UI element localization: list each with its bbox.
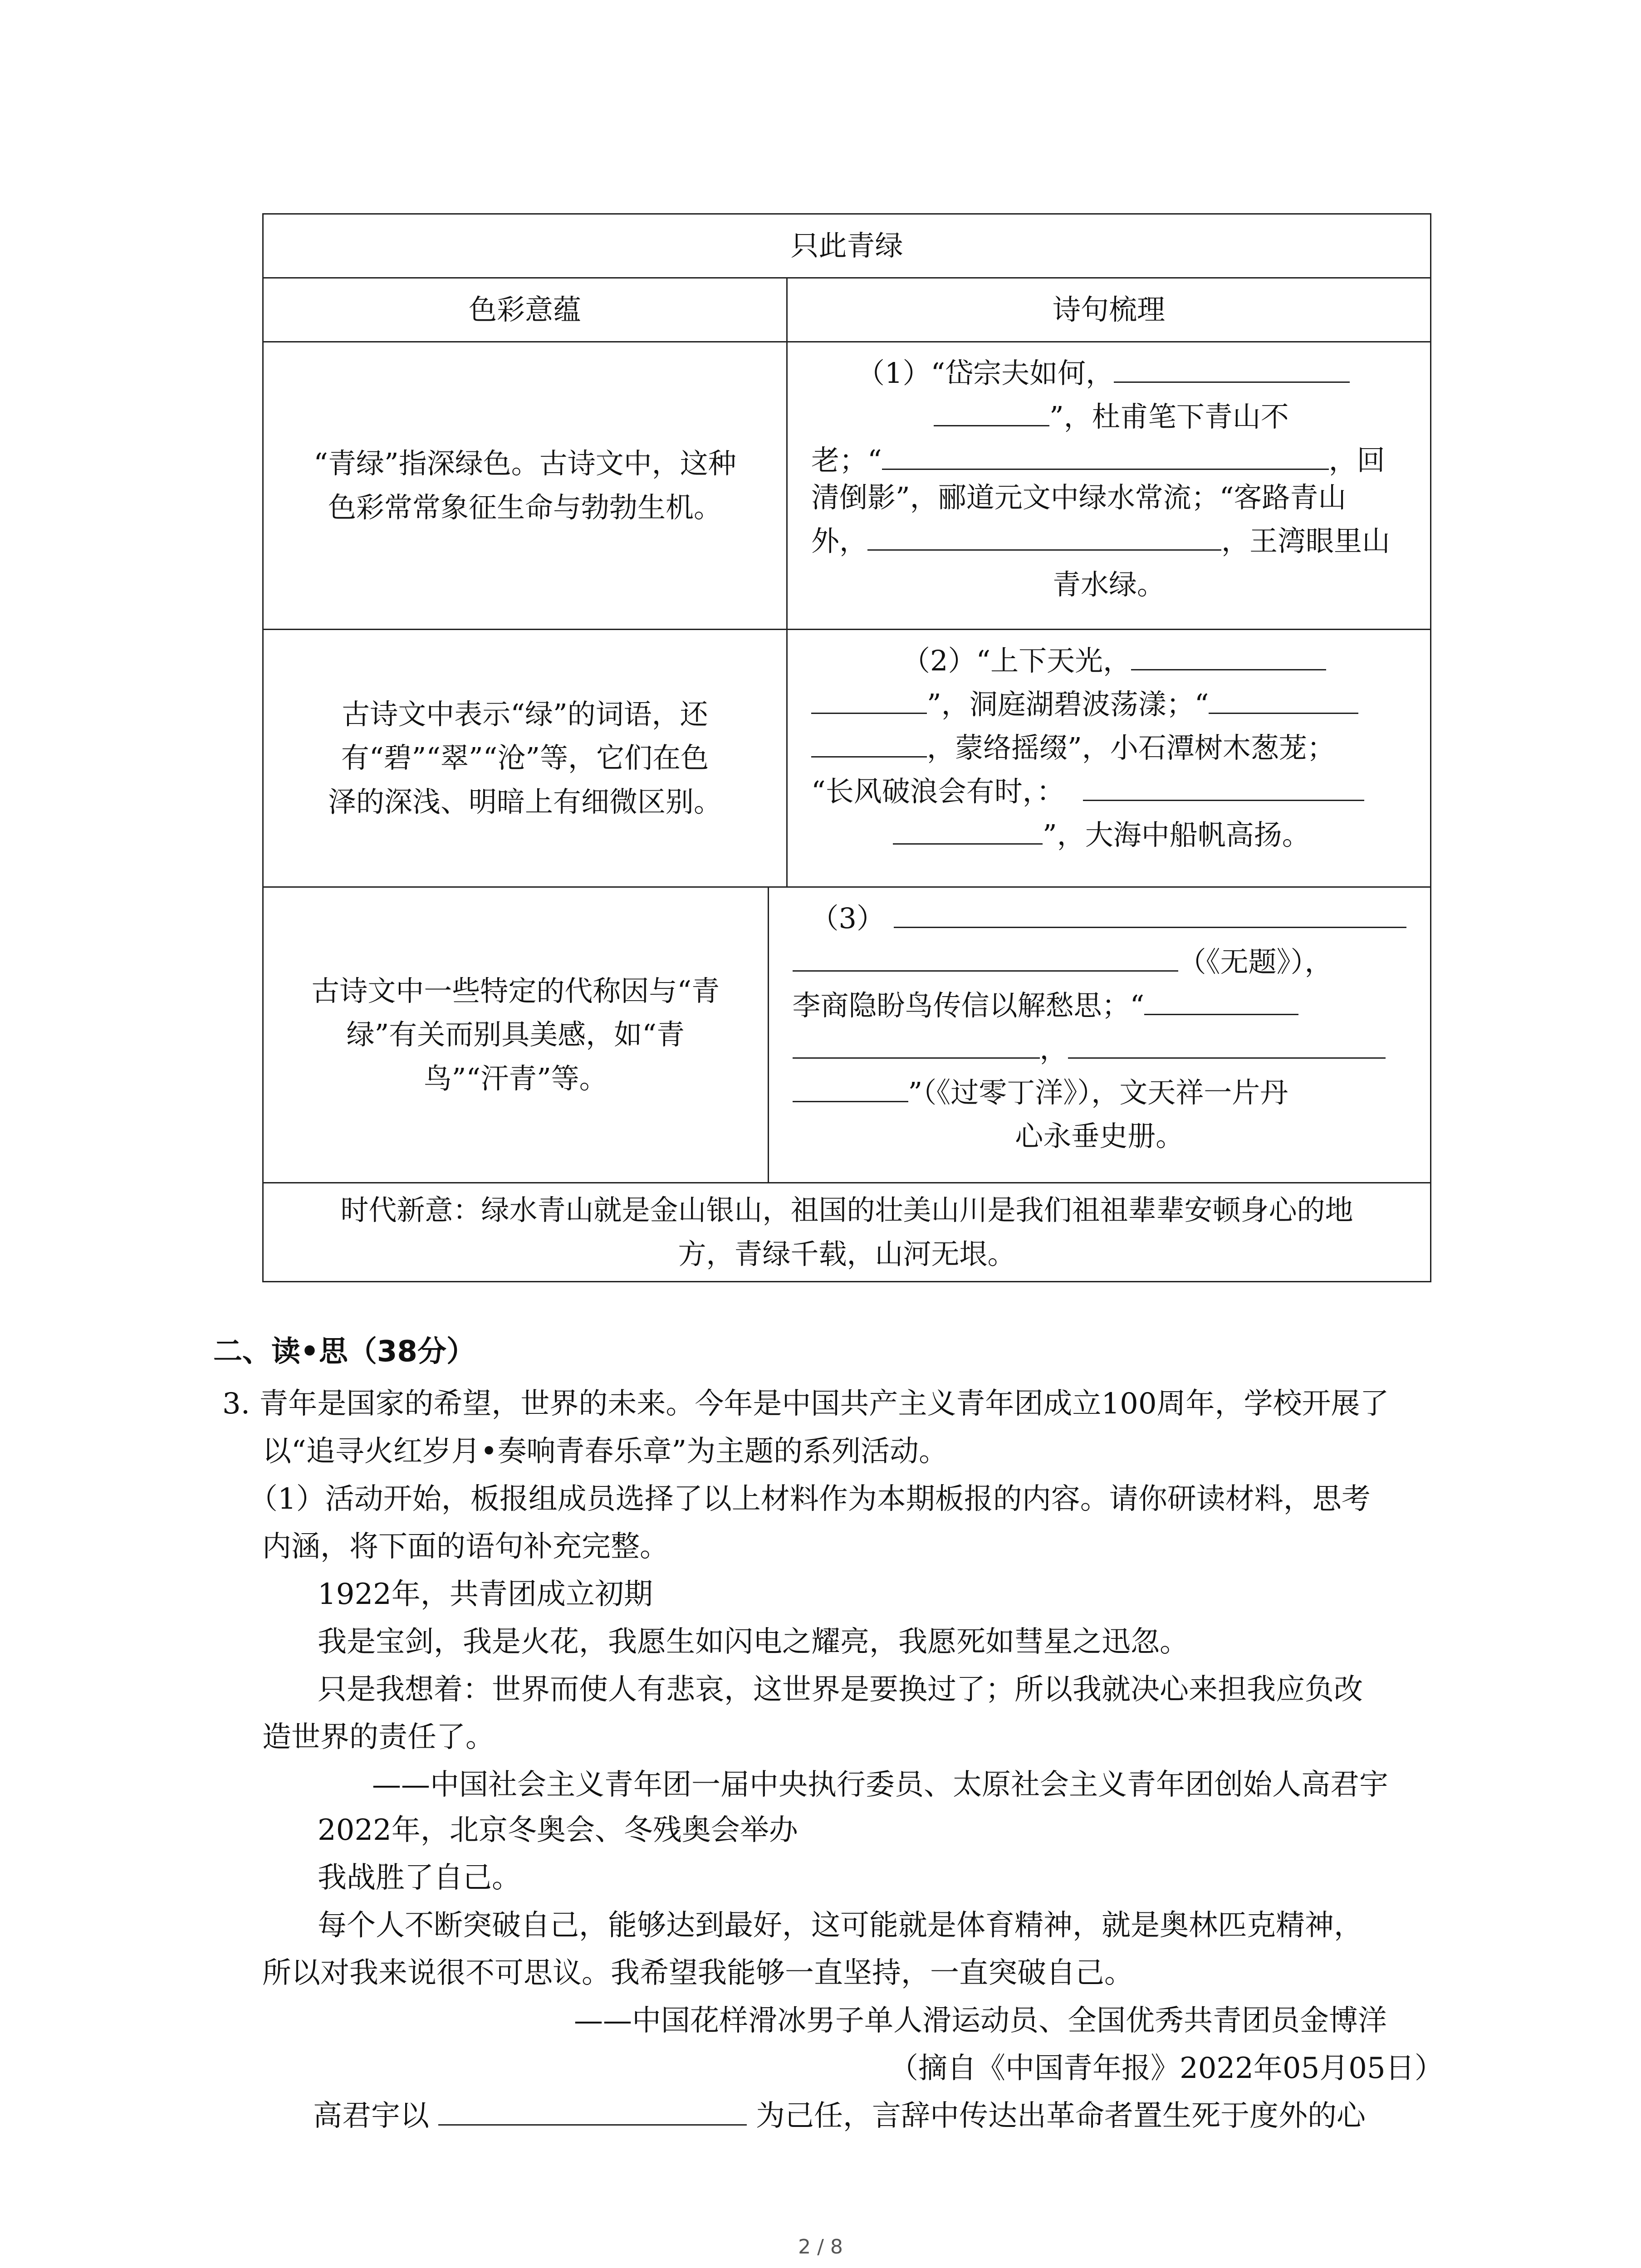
text-line: 时代新意：绿水青山就是金山银山，祖国的壮美山川是我们祖祖辈辈安顿身心的地: [340, 1193, 1353, 1227]
question-3-1-line: 内涵，将下面的语句补充完整。: [262, 1530, 669, 1564]
fill-blank[interactable]: [894, 899, 1406, 928]
fill-blank[interactable]: [793, 1073, 908, 1102]
table-row: [264, 629, 1430, 886]
text-line: （1）“岱宗夫如何，: [857, 357, 1114, 390]
text-line: 老；“: [811, 444, 882, 477]
text-line: ，回: [1328, 444, 1385, 477]
row2-meaning: [264, 630, 788, 886]
text-line: 色彩常常象征生命与勃勃生机。: [328, 490, 722, 524]
text-line: ，: [1039, 1032, 1068, 1066]
table-row: [264, 341, 1430, 629]
fill-blank[interactable]: [1068, 1029, 1386, 1059]
fill-blank[interactable]: [811, 684, 927, 714]
material-1-text: 只是我想着：世界而使人有悲哀，这世界是要换过了；所以我就决心来担我应负改: [318, 1673, 1363, 1706]
text-line: 鸟”“汗青”等。: [423, 1061, 607, 1095]
text-line: “长风破浪会有时，：: [811, 775, 1065, 808]
table-footer-row: [264, 1182, 1430, 1281]
page-number: 2 / 8: [798, 2235, 843, 2258]
material-2-citation: （摘自《中国青年报》2022年05月05日）: [889, 2052, 1444, 2085]
text-line: 古诗文中一些特定的代称因与“青: [311, 974, 720, 1008]
header-poem-lines: 诗句梳理: [1052, 293, 1165, 326]
row3-poems: [769, 888, 1430, 1182]
text-fragment: 高君宇以: [313, 2099, 429, 2133]
text-line: （3）: [810, 902, 885, 935]
text-line: 方，青绿千载，山河无垠。: [678, 1237, 1016, 1271]
fill-blank[interactable]: [882, 440, 1329, 470]
text-line: ，王湾眼里山: [1221, 524, 1391, 557]
section-title: 二、读•思（38分）: [213, 1335, 475, 1369]
material-2-heading: 2022年，北京冬奥会、冬残奥会举办: [318, 1813, 798, 1847]
material-2-text: 每个人不断突破自己，能够达到最好，这可能就是体育精神，就是奥林匹克精神，: [318, 1909, 1363, 1942]
fill-blank[interactable]: [793, 942, 1178, 972]
text-fragment: 为己任，言辞中传达出革命者置生死于度外的心: [756, 2099, 1366, 2133]
row1-meaning: [264, 342, 788, 629]
fill-blank[interactable]: [934, 397, 1049, 426]
material-2-source: ——中国花样滑冰男子单人滑运动员、全国优秀共青团员金博洋: [574, 2004, 1387, 2038]
text-line: 有“碧”“翠”“沧”等，它们在色: [341, 741, 709, 775]
text-line: 青水绿。: [1052, 568, 1165, 601]
question-3-line: 以“追寻火红岁月•奏响青春乐章”为主题的系列活动。: [262, 1435, 948, 1468]
text-line: 绿”有关而别具美感，如“青: [346, 1018, 685, 1051]
poetry-table: [262, 213, 1431, 1282]
fill-blank[interactable]: [793, 1029, 1040, 1059]
row3-meaning: [264, 888, 769, 1182]
era-meaning: [264, 1183, 1430, 1281]
fill-blank[interactable]: [1144, 986, 1298, 1015]
header-color-meaning: 色彩意蕴: [264, 279, 788, 341]
question-3-line: 3. 青年是国家的希望，世界的未来。今年是中国共产主义青年团成立100周年，学校开展了: [222, 1387, 1389, 1421]
text-line: 清倒影”，郦道元文中绿水常流；“客路青山: [811, 481, 1347, 514]
fill-blank[interactable]: [893, 815, 1043, 845]
material-1-heading: 1922年，共青团成立初期: [318, 1578, 653, 1611]
fill-blank[interactable]: [1131, 641, 1326, 670]
row1-poems: [788, 342, 1430, 629]
fill-blank[interactable]: [1209, 684, 1358, 714]
text-line: 古诗文中表示“绿”的词语，还: [342, 698, 708, 731]
table-row: [264, 886, 1430, 1182]
question-3-1-line: （1）活动开始，板报组成员选择了以上材料作为本期板报的内容。请你研读材料，思考: [249, 1482, 1371, 1516]
text-line: （《无题》），: [1178, 945, 1333, 978]
text-line: ”，大海中船帆高扬。: [1043, 818, 1310, 851]
fill-blank[interactable]: [811, 728, 927, 758]
text-line: ，蒙络摇缀”，小石潭树木葱茏；: [927, 731, 1335, 764]
text-line: ”，杜甫笔下青山不: [1049, 400, 1289, 433]
text-line: 心永垂史册。: [1015, 1119, 1184, 1153]
text-line: 外，: [811, 524, 868, 557]
material-2-text: 所以对我来说很不可思议。我希望我能够一直坚持，一直突破自己。: [262, 1956, 1133, 1990]
table-title: 只此青绿: [790, 229, 903, 262]
text-line: （2）“上下天光，: [902, 644, 1132, 677]
fill-blank[interactable]: [438, 2096, 747, 2126]
table-header-row: [264, 277, 1430, 341]
material-1-text: 造世界的责任了。: [262, 1721, 495, 1754]
table-title-row: [264, 215, 1430, 277]
text-line: ”（《过零丁洋》），文天祥一片丹: [908, 1076, 1288, 1109]
material-2-text: 我战胜了自己。: [318, 1861, 521, 1895]
material-1-source: ——中国社会主义青年团一届中央执行委员、太原社会主义青年团创始人高君宇: [372, 1768, 1388, 1802]
fill-sentence: [313, 2093, 1366, 2139]
text-line: 李商隐盼鸟传信以解愁思；“: [792, 989, 1145, 1022]
text-line: 泽的深浅、明暗上有细微区别。: [328, 785, 722, 818]
fill-blank[interactable]: [867, 521, 1221, 551]
row2-poems: [788, 630, 1430, 886]
text-line: ”，洞庭湖碧波荡漾；“: [927, 688, 1209, 721]
material-1-text: 我是宝剑，我是火花，我愿生如闪电之耀亮，我愿死如彗星之迅忽。: [318, 1625, 1189, 1659]
text-line: “青绿”指深绿色。古诗文中，这种: [314, 447, 736, 480]
fill-blank[interactable]: [1083, 772, 1364, 801]
fill-blank[interactable]: [1114, 353, 1350, 383]
